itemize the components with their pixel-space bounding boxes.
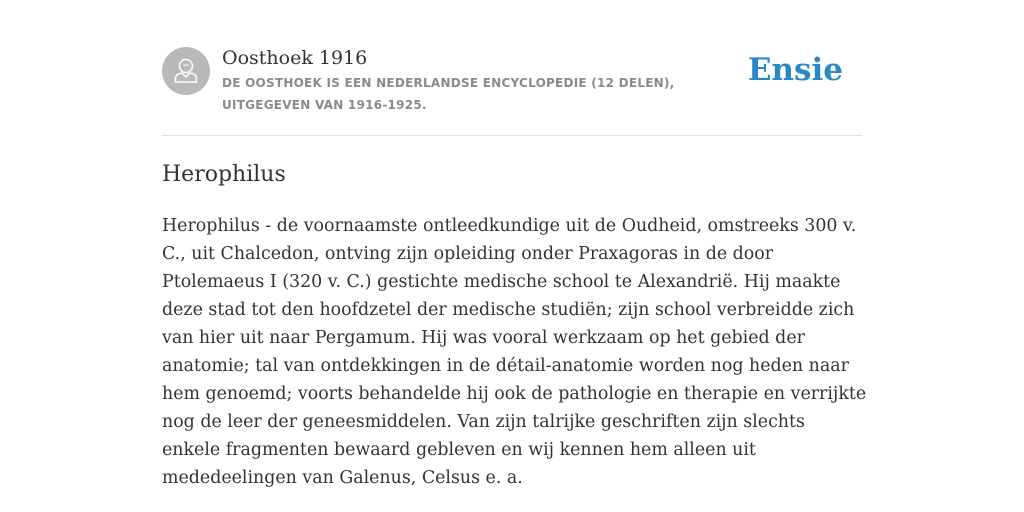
page — [162, 0, 867, 512]
source-description: DE OOSTHOEK IS EEN NEDERLANDSE ENCYCLOPEDIE (12 DELEN), UITGEGEVEN VAN 1916-1925. — [222, 76, 675, 112]
user-avatar-icon — [162, 47, 210, 95]
ensie-logo-link[interactable]: Ensie — [747, 52, 843, 88]
article-title: Herophilus — [162, 162, 286, 187]
divider — [162, 135, 862, 136]
source-header — [162, 46, 862, 136]
article-body: Herophilus - de voornaamste ontleedkundige uit de Oudheid, omstreeks 300 v. C., uit Chalcedon, ontving zijn opleiding onder Praxagoras in de door Ptolemaeus I (320 v. C.) gestichte medische school te Alexandrië. Hij maakte deze stad tot den hoofdzetel der medische studiën; zijn school verbreidde zich van hier uit naar Pergamum. Hij was vooral werkzaam op het gebied der anatomie; tal van ontdekkingen in de détail-anatomie worden nog heden naar hem genoemd; voorts behandelde hij ook de pathologie en therapie en verrijkte nog de leer der geneesmiddelen. Van zijn talrijke geschriften zijn slechts enkele fragmenten bewaard gebleven en wij kennen hem alleen uit mededeelingen van Galenus, Celsus e. a. — [162, 216, 867, 488]
source-title[interactable]: Oosthoek 1916 — [222, 47, 368, 69]
